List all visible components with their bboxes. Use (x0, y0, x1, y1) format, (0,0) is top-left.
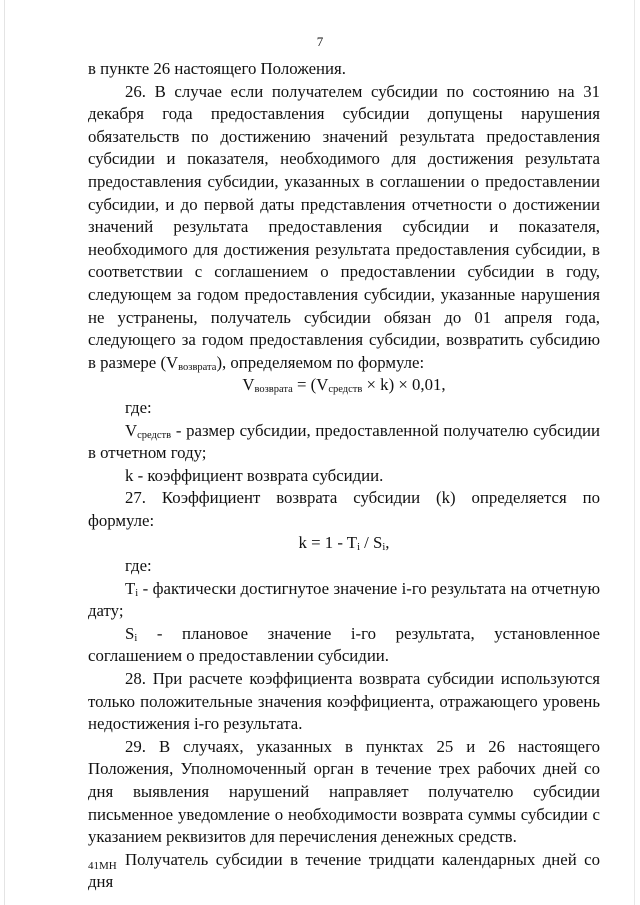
left-scan-edge (4, 0, 5, 905)
document-body (88, 58, 600, 894)
paragraph-continuation: в пункте 26 настоящего Положения. (88, 59, 346, 78)
formula-return-amount: $V_{возврата} = (V_{средств} \times k) \times 0,01$, (242, 375, 446, 396)
footer-code: 41МН (88, 860, 117, 872)
definition-k: k - коэффициент возврата субсидии. (125, 465, 384, 485)
paragraph-29: 29. В случаях, указанных в пунктах 25 и 26 настоящего Положения, Уполномоченный орган в течение трех рабочих дней со дня выявления нарушений направляет получателю субсидии письменное уведомление о необходимости возврата суммы субсидии с указанием реквизитов для перечисления денежных средств. (88, 736, 600, 847)
definition-v-subsidy: $V_{средств}$ - размер субсидии, предоставленной получателю субсидии в отчетном году; (88, 420, 600, 463)
paragraph-28: 28. При расчете коэффициента возврата субсидии используются только положительные значения коэффициента, отражающего уровень недостижения i-го результата. (88, 669, 600, 734)
definition-si: $S_i$ - плановое значение i-го результата, установленное соглашением о предоставлении субсидии. (88, 623, 600, 666)
right-scan-edge (634, 0, 635, 905)
paragraph-27: 27. Коэффициент возврата субсидии (k) определяется по формуле: (88, 488, 600, 530)
where-label: где: (125, 397, 152, 417)
paragraph-26: 26. В случае если получателем субсидии по состоянию на 31 декабря года предоставления субсидии допущены нарушения обязательств по достижению значений результата предоставления субсидии и показателя, необходимого для достижения результата предоставления субсидии, указанных в соглашении о предоставлении субсидии, и до первой даты представления отчетности о достижении значений результата предоставления субсидии и показателя, необходимого для достижения результата предоставления субсидии, в соответствии с соглашением о предоставлении субсидии в году, следующем за годом предоставления субсидии, указанные нарушения не устранены, получатель субсидии обязан до 01 апреля года, следующего за годом предоставления субсидии, возвратить субсидию в размере $(V_{возврата})$, определяемом по формуле: (88, 81, 600, 373)
page-number: 7 (316, 34, 324, 49)
formula-coefficient: $k = 1 - T_i / S_i$, (298, 533, 390, 554)
where-label-2: где: (125, 556, 152, 576)
definition-ti: $T_i$ - фактически достигнутое значение i-го результата на отчетную дату; (88, 578, 600, 621)
paragraph-last: Получатель субсидии в течение тридцати календарных дней со дня (88, 849, 600, 892)
